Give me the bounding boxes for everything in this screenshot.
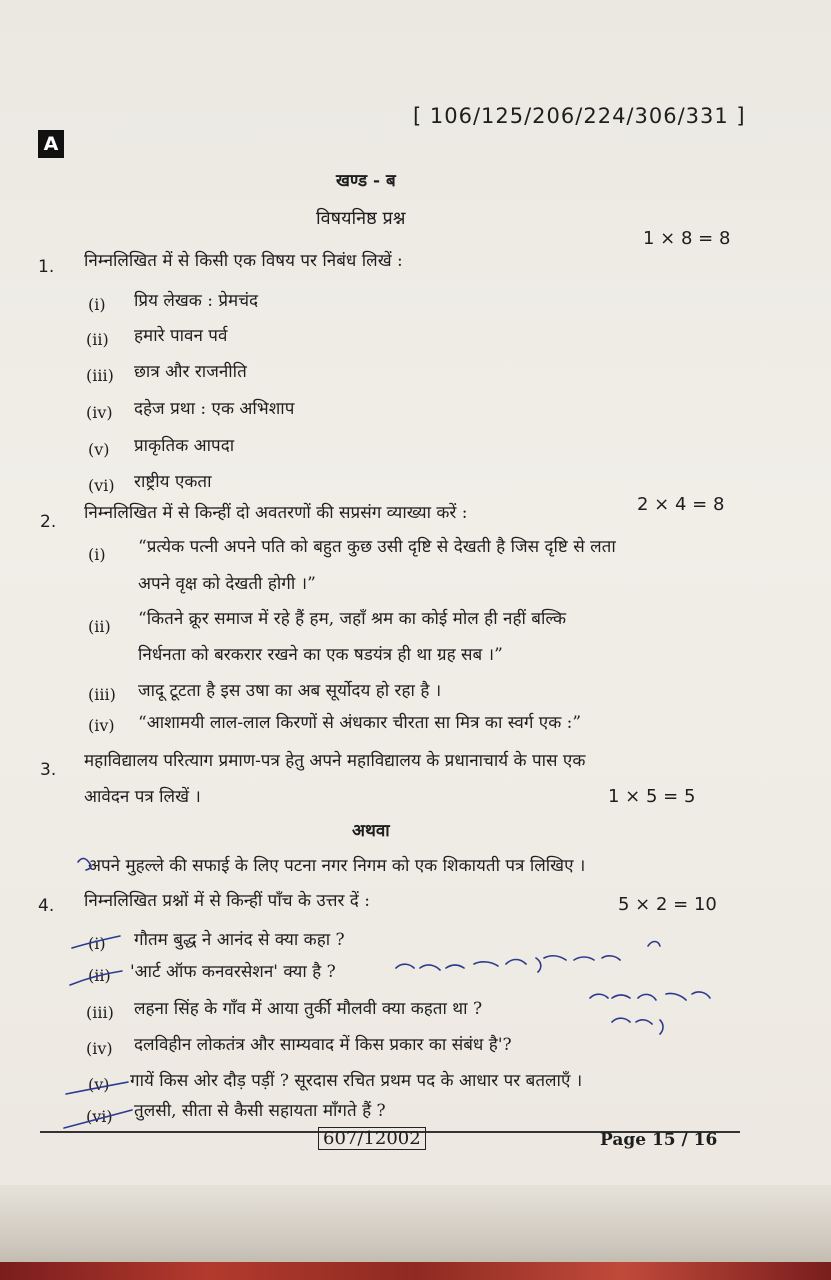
- q2-option-number: (iv): [88, 716, 115, 735]
- handwritten-answer-scribble: [590, 992, 710, 1000]
- q1-option-number: (vi): [88, 476, 115, 495]
- q1-option-number: (iii): [86, 366, 114, 385]
- q1-option-text: छात्र और राजनीति: [134, 362, 247, 382]
- q2-option-number: (i): [88, 545, 106, 564]
- q3-alternative: अपने मुहल्ले की सफाई के लिए पटना नगर निगम को एक शिकायती पत्र लिखिए ।: [88, 856, 586, 876]
- q3-or: अथवा: [352, 821, 390, 841]
- q1-option-text: हमारे पावन पर्व: [134, 326, 228, 346]
- q1-option-number: (i): [88, 295, 106, 314]
- q4-option-text: दलविहीन लोकतंत्र और साम्यवाद में किस प्रकार का संबंध है'?: [134, 1035, 512, 1055]
- q4-option-number: (iii): [86, 1003, 114, 1022]
- q2-number: 2.: [40, 512, 57, 532]
- q2-option-number: (ii): [88, 617, 111, 636]
- q1-option-text: प्रिय लेखक : प्रेमचंद: [134, 291, 259, 311]
- q2-option-line: “कितने क्रूर समाज में रहे हैं हम, जहाँ श्रम का कोई मोल ही नहीं बल्कि: [138, 609, 567, 629]
- q1-marks: 1 × 8 = 8: [643, 228, 731, 249]
- page-number: Page 15 / 16: [600, 1130, 718, 1150]
- q4-option-number: (i): [88, 934, 106, 953]
- q4-text: निम्नलिखित प्रश्नों में से किन्हीं पाँच के उत्तर दें :: [84, 891, 370, 911]
- q3-line: आवेदन पत्र लिखें ।: [84, 787, 201, 807]
- q1-option-text: प्राकृतिक आपदा: [134, 436, 235, 456]
- q2-option-line: जादू टूटता है इस उषा का अब सूर्योदय हो रहा है ।: [138, 681, 442, 701]
- q2-option-line: “आशामयी लाल-लाल किरणों से अंधकार चीरता सा मित्र का स्वर्ग एक :”: [138, 713, 582, 733]
- q4-option-number: (iv): [86, 1039, 113, 1058]
- q4-option-text: तुलसी, सीता से कैसी सहायता माँगते हैं ?: [134, 1101, 386, 1121]
- q1-option-number: (iv): [86, 403, 113, 422]
- q3-marks: 1 × 5 = 5: [608, 786, 696, 807]
- q2-option-line: निर्धनता को बरकरार रखने का एक षडयंत्र ही था ग्रह सब ।”: [138, 645, 503, 665]
- q1-option-text: दहेज प्रथा : एक अभिशाप: [134, 399, 295, 419]
- q4-option-text: 'आर्ट ऑफ कनवरसेशन' क्या है ?: [130, 962, 336, 982]
- q4-number: 4.: [38, 896, 55, 916]
- q4-option-text: गौतम बुद्ध ने आनंद से क्या कहा ?: [134, 930, 345, 950]
- q4-marks: 5 × 2 = 10: [618, 894, 717, 915]
- q2-option-line: “प्रत्येक पत्नी अपने पति को बहुत कुछ उसी दृष्टि से देखती है जिस दृष्टि से लता: [138, 537, 616, 557]
- set-badge: A: [38, 130, 64, 158]
- q1-option-number: (v): [88, 440, 110, 459]
- paper-codes: [ 106/125/206/224/306/331 ]: [413, 104, 746, 128]
- q1-option-text: राष्ट्रीय एकता: [134, 472, 212, 492]
- q4-option-text: गायें किस ओर दौड़ पड़ीं ? सूरदास रचित प्रथम पद के आधार पर बतलाएँ ।: [130, 1071, 583, 1091]
- q4-option-number: (vi): [86, 1107, 113, 1126]
- background-strip: [0, 1262, 831, 1280]
- q2-marks: 2 × 4 = 8: [637, 494, 725, 515]
- q4-option-number: (ii): [88, 966, 111, 985]
- q1-text: निम्नलिखित में से किसी एक विषय पर निबंध लिखें :: [84, 251, 403, 271]
- q2-text: निम्नलिखित में से किन्हीं दो अवतरणों की सप्रसंग व्याख्या करें :: [84, 503, 468, 523]
- handwritten-answer-scribble: [396, 956, 620, 972]
- handwritten-answer-scribble: [648, 942, 660, 947]
- q1-number: 1.: [38, 257, 55, 277]
- q3-line: महाविद्यालय परित्याग प्रमाण-पत्र हेतु अपने महाविद्यालय के प्रधानाचार्य के पास एक: [84, 751, 586, 771]
- footer-code: 607/12002: [318, 1127, 426, 1150]
- q4-option-text: लहना सिंह के गाँव में आया तुर्की मौलवी क्या कहता था ?: [134, 999, 483, 1019]
- q1-option-number: (ii): [86, 330, 109, 349]
- handwritten-answer-scribble: [612, 1018, 663, 1034]
- q3-number: 3.: [40, 760, 57, 780]
- section-title: खण्ड - ब: [336, 171, 396, 191]
- q4-option-number: (v): [88, 1075, 110, 1094]
- q2-option-line: अपने वृक्ष को देखती होगी ।”: [138, 574, 316, 594]
- q2-option-number: (iii): [88, 685, 116, 704]
- section-subtitle: विषयनिष्ठ प्रश्न: [316, 208, 406, 229]
